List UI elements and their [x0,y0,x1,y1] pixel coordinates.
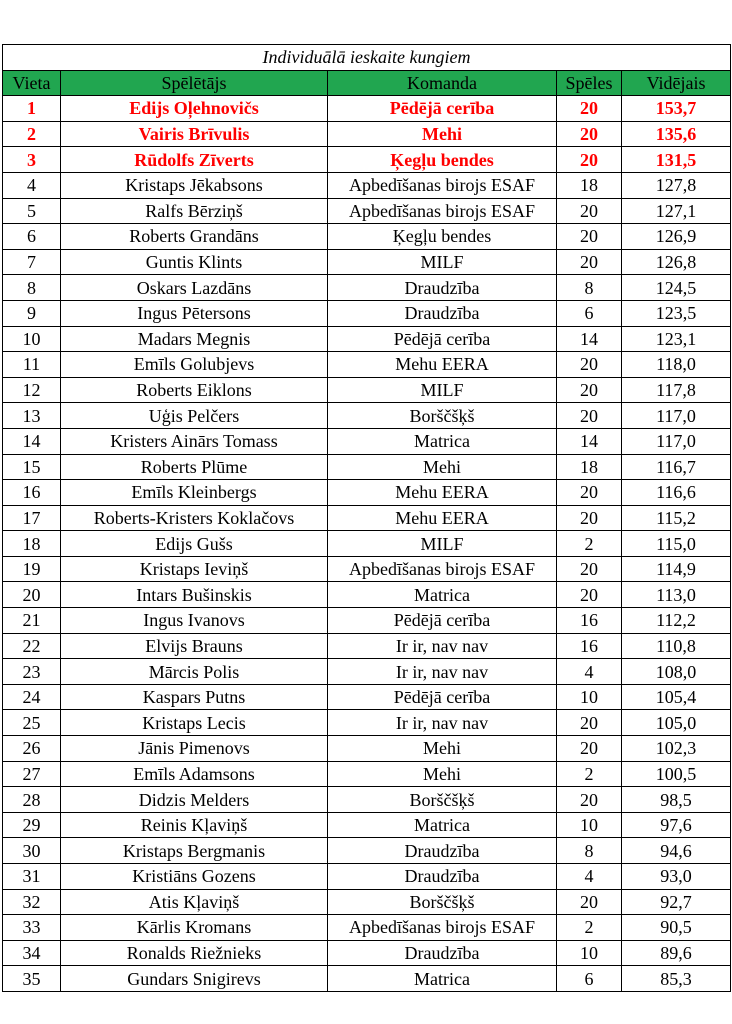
table-row [3,556,731,582]
cell-player: Madars Megnis [61,326,328,352]
cell-team: MILF [328,531,557,557]
cell-average: 89,6 [622,940,731,966]
cell-games: 10 [557,812,622,838]
cell-games: 20 [557,121,622,147]
cell-average: 92,7 [622,889,731,915]
cell-team: Apbedīšanas birojs ESAF [328,198,557,224]
cell-team: Apbedīšanas birojs ESAF [328,915,557,941]
cell-average: 116,6 [622,480,731,506]
cell-games: 20 [557,249,622,275]
cell-average: 100,5 [622,761,731,787]
cell-games: 2 [557,531,622,557]
table-row [3,377,731,403]
cell-average: 94,6 [622,838,731,864]
cell-player: Kristaps Jēkabsons [61,172,328,198]
cell-place: 17 [3,505,61,531]
cell-average: 105,0 [622,710,731,736]
cell-average: 124,5 [622,275,731,301]
cell-games: 20 [557,505,622,531]
title-row [3,45,731,71]
cell-player: Ronalds Riežnieks [61,940,328,966]
cell-place: 35 [3,966,61,992]
cell-average: 116,7 [622,454,731,480]
cell-player: Roberts-Kristers Koklačovs [61,505,328,531]
cell-team: Draudzība [328,275,557,301]
cell-games: 20 [557,377,622,403]
table-row [3,147,731,173]
cell-player: Kristaps Lecis [61,710,328,736]
cell-place: 14 [3,428,61,454]
table-row [3,915,731,941]
table-row [3,172,731,198]
table-row [3,659,731,685]
cell-average: 85,3 [622,966,731,992]
cell-place: 33 [3,915,61,941]
cell-place: 4 [3,172,61,198]
cell-games: 6 [557,300,622,326]
cell-average: 93,0 [622,864,731,890]
cell-team: Matrica [328,582,557,608]
cell-average: 126,8 [622,249,731,275]
cell-games: 4 [557,864,622,890]
table-row [3,249,731,275]
cell-average: 127,8 [622,172,731,198]
cell-games: 20 [557,224,622,250]
cell-player: Edijs Oļehnovičs [61,96,328,122]
cell-team: Matrica [328,966,557,992]
cell-place: 29 [3,812,61,838]
cell-team: Ir ir, nav nav [328,633,557,659]
cell-place: 11 [3,352,61,378]
cell-place: 12 [3,377,61,403]
cell-team: Draudzība [328,838,557,864]
cell-team: MILF [328,249,557,275]
cell-player: Emīls Golubjevs [61,352,328,378]
table-row [3,505,731,531]
cell-team: Ķegļu bendes [328,224,557,250]
header-games: Spēles [557,70,622,96]
table-row [3,121,731,147]
header-average: Vidējais [622,70,731,96]
cell-player: Rūdolfs Zīverts [61,147,328,173]
cell-average: 126,9 [622,224,731,250]
table-row [3,480,731,506]
cell-place: 18 [3,531,61,557]
cell-average: 102,3 [622,736,731,762]
cell-average: 97,6 [622,812,731,838]
cell-games: 20 [557,736,622,762]
cell-average: 115,2 [622,505,731,531]
cell-player: Oskars Lazdāns [61,275,328,301]
cell-player: Jānis Pimenovs [61,736,328,762]
cell-team: Apbedīšanas birojs ESAF [328,556,557,582]
cell-average: 123,1 [622,326,731,352]
cell-player: Gundars Snigirevs [61,966,328,992]
table-row [3,736,731,762]
cell-player: Atis Kļaviņš [61,889,328,915]
cell-place: 9 [3,300,61,326]
cell-team: Apbedīšanas birojs ESAF [328,172,557,198]
cell-games: 20 [557,198,622,224]
cell-player: Elvijs Brauns [61,633,328,659]
cell-place: 25 [3,710,61,736]
cell-average: 110,8 [622,633,731,659]
cell-average: 117,0 [622,428,731,454]
header-row [3,70,731,96]
cell-team: Mehi [328,454,557,480]
cell-place: 7 [3,249,61,275]
cell-games: 18 [557,454,622,480]
cell-player: Edijs Gušs [61,531,328,557]
table-row [3,864,731,890]
cell-player: Roberts Grandāns [61,224,328,250]
cell-team: Ir ir, nav nav [328,659,557,685]
table-row [3,761,731,787]
cell-player: Emīls Kleinbergs [61,480,328,506]
cell-team: Mehi [328,121,557,147]
table-row [3,710,731,736]
cell-games: 20 [557,787,622,813]
cell-team: Mehu EERA [328,480,557,506]
cell-place: 20 [3,582,61,608]
table-title: Individuālā ieskaite kungiem [3,45,731,71]
cell-games: 20 [557,710,622,736]
cell-games: 14 [557,326,622,352]
cell-place: 8 [3,275,61,301]
cell-games: 16 [557,608,622,634]
cell-average: 113,0 [622,582,731,608]
cell-place: 30 [3,838,61,864]
cell-team: Pēdējā cerība [328,326,557,352]
cell-team: Draudzība [328,864,557,890]
table-row [3,966,731,992]
cell-player: Reinis Kļaviņš [61,812,328,838]
table-row [3,787,731,813]
cell-games: 6 [557,966,622,992]
cell-team: Pēdējā cerība [328,608,557,634]
cell-player: Ralfs Bērziņš [61,198,328,224]
table-row [3,454,731,480]
cell-average: 118,0 [622,352,731,378]
cell-games: 20 [557,403,622,429]
cell-games: 4 [557,659,622,685]
table-row [3,428,731,454]
cell-place: 22 [3,633,61,659]
cell-average: 135,6 [622,121,731,147]
cell-player: Intars Bušinskis [61,582,328,608]
table-row [3,352,731,378]
cell-player: Emīls Adamsons [61,761,328,787]
header-player: Spēlētājs [61,70,328,96]
cell-player: Roberts Eiklons [61,377,328,403]
table-row [3,940,731,966]
individual-standings-table [2,44,731,992]
cell-average: 105,4 [622,684,731,710]
cell-place: 15 [3,454,61,480]
cell-games: 2 [557,761,622,787]
cell-place: 13 [3,403,61,429]
cell-average: 90,5 [622,915,731,941]
cell-place: 23 [3,659,61,685]
cell-player: Ingus Pētersons [61,300,328,326]
cell-team: Ķegļu bendes [328,147,557,173]
cell-player: Roberts Plūme [61,454,328,480]
table-row [3,838,731,864]
cell-team: Draudzība [328,300,557,326]
cell-average: 112,2 [622,608,731,634]
cell-games: 20 [557,480,622,506]
cell-games: 8 [557,838,622,864]
cell-player: Kristers Ainārs Tomass [61,428,328,454]
cell-games: 20 [557,889,622,915]
cell-player: Kristaps Ieviņš [61,556,328,582]
table-row [3,198,731,224]
cell-team: Draudzība [328,940,557,966]
cell-average: 127,1 [622,198,731,224]
cell-games: 20 [557,147,622,173]
cell-player: Vairis Brīvulis [61,121,328,147]
cell-games: 10 [557,684,622,710]
standings-sheet [2,44,730,992]
table-row [3,96,731,122]
cell-place: 6 [3,224,61,250]
table-row [3,224,731,250]
table-row [3,531,731,557]
cell-games: 20 [557,96,622,122]
cell-place: 28 [3,787,61,813]
header-team: Komanda [328,70,557,96]
cell-games: 18 [557,172,622,198]
cell-player: Ingus Ivanovs [61,608,328,634]
cell-team: MILF [328,377,557,403]
cell-player: Mārcis Polis [61,659,328,685]
cell-place: 19 [3,556,61,582]
cell-games: 20 [557,582,622,608]
cell-games: 10 [557,940,622,966]
cell-team: Ir ir, nav nav [328,710,557,736]
cell-player: Kristaps Bergmanis [61,838,328,864]
cell-games: 2 [557,915,622,941]
table-row [3,275,731,301]
cell-team: Matrica [328,812,557,838]
cell-team: Mehi [328,761,557,787]
cell-team: Matrica [328,428,557,454]
header-place: Vieta [3,70,61,96]
cell-place: 34 [3,940,61,966]
cell-average: 131,5 [622,147,731,173]
cell-place: 31 [3,864,61,890]
cell-place: 1 [3,96,61,122]
cell-place: 24 [3,684,61,710]
cell-average: 153,7 [622,96,731,122]
cell-place: 27 [3,761,61,787]
cell-team: Pēdējā cerība [328,96,557,122]
cell-average: 98,5 [622,787,731,813]
cell-player: Kārlis Kromans [61,915,328,941]
table-row [3,684,731,710]
cell-place: 21 [3,608,61,634]
table-row [3,300,731,326]
cell-player: Kristiāns Gozens [61,864,328,890]
cell-team: Mehu EERA [328,505,557,531]
cell-average: 117,8 [622,377,731,403]
cell-team: Mehu EERA [328,352,557,378]
cell-games: 14 [557,428,622,454]
cell-team: Pēdējā cerība [328,684,557,710]
cell-games: 20 [557,352,622,378]
cell-place: 10 [3,326,61,352]
cell-player: Kaspars Putns [61,684,328,710]
cell-average: 117,0 [622,403,731,429]
cell-average: 115,0 [622,531,731,557]
cell-team: Borščšķš [328,403,557,429]
cell-average: 108,0 [622,659,731,685]
table-row [3,582,731,608]
cell-games: 20 [557,556,622,582]
cell-player: Uģis Pelčers [61,403,328,429]
table-row [3,812,731,838]
table-row [3,403,731,429]
cell-player: Guntis Klints [61,249,328,275]
table-row [3,326,731,352]
cell-team: Borščšķš [328,889,557,915]
cell-games: 8 [557,275,622,301]
cell-place: 3 [3,147,61,173]
cell-games: 16 [557,633,622,659]
cell-average: 123,5 [622,300,731,326]
table-row [3,608,731,634]
cell-team: Mehi [328,736,557,762]
table-body [3,96,731,992]
cell-average: 114,9 [622,556,731,582]
cell-player: Didzis Melders [61,787,328,813]
cell-place: 16 [3,480,61,506]
cell-place: 32 [3,889,61,915]
table-row [3,889,731,915]
cell-team: Borščšķš [328,787,557,813]
cell-place: 2 [3,121,61,147]
cell-place: 26 [3,736,61,762]
table-row [3,633,731,659]
cell-place: 5 [3,198,61,224]
